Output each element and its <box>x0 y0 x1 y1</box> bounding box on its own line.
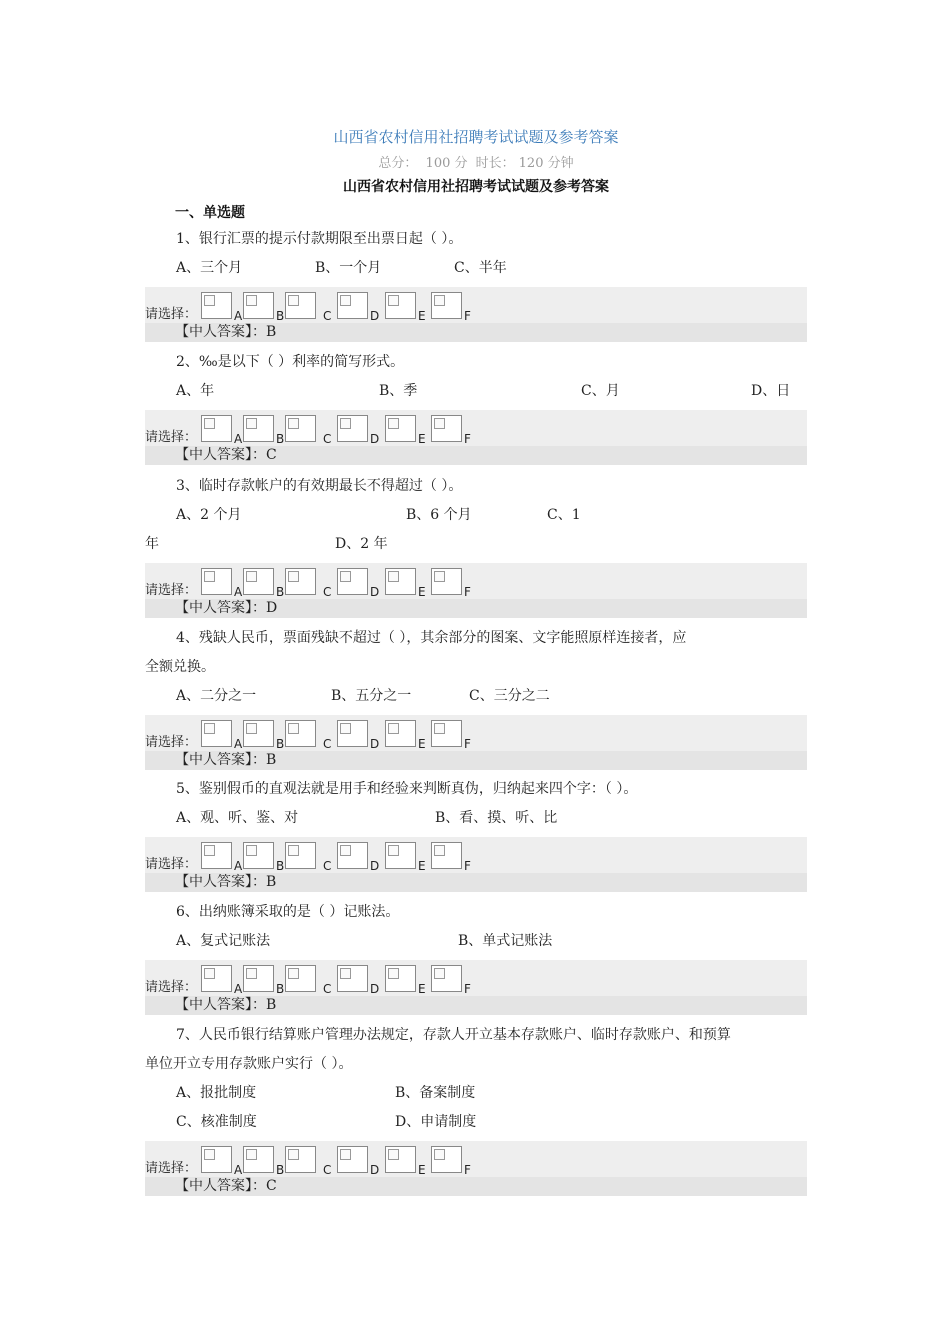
answer-value: B <box>266 752 277 768</box>
checkbox-f[interactable] <box>431 568 462 595</box>
checkbox-label-e: E <box>418 1163 426 1177</box>
checkbox-e[interactable] <box>385 1146 416 1173</box>
checkbox-label-a: A <box>234 309 243 323</box>
answer-selector <box>145 1141 807 1177</box>
answer-row <box>145 996 807 1015</box>
option-b: B、6 个月 <box>406 507 472 523</box>
option-c: C、核准制度 <box>176 1114 257 1130</box>
answer-label: 【中人答案】： <box>175 1178 266 1194</box>
checkbox-label-d: D <box>370 737 380 751</box>
checkbox-label-b: B <box>276 1163 285 1177</box>
question-stem: 6、出纳账簿采取的是（ ）记账法。 <box>176 904 400 920</box>
select-label: 请选择： <box>145 980 198 995</box>
checkbox-f[interactable] <box>431 842 462 869</box>
select-label: 请选择： <box>145 430 198 445</box>
option-a: A、2 个月 <box>176 507 242 523</box>
checkbox-label-a: A <box>234 859 243 873</box>
question-5 <box>145 779 807 892</box>
answer-value: C <box>266 447 277 463</box>
checkbox-c[interactable] <box>285 1146 316 1173</box>
checkbox-e[interactable] <box>385 568 416 595</box>
question-stem-cont: 全额兑换。 <box>145 659 215 675</box>
checkbox-a[interactable] <box>201 842 232 869</box>
exam-heading: 山西省农村信用社招聘考试试题及参考答案 <box>343 179 609 195</box>
answer-row <box>145 446 807 465</box>
checkbox-label-e: E <box>418 432 426 446</box>
checkbox-label-f: F <box>464 585 471 599</box>
answer-row <box>145 1177 807 1196</box>
option-a: A、报批制度 <box>176 1085 257 1101</box>
checkbox-label-b: B <box>276 859 285 873</box>
section-title: 一、单选题 <box>175 205 245 221</box>
checkbox-label-a: A <box>234 432 243 446</box>
checkbox-a[interactable] <box>201 965 232 992</box>
answer-label: 【中人答案】： <box>175 447 266 463</box>
total-label: 总分： <box>378 156 418 171</box>
checkbox-b[interactable] <box>243 965 274 992</box>
checkbox-label-f: F <box>464 737 471 751</box>
checkbox-label-c: C <box>323 309 332 323</box>
checkbox-b[interactable] <box>243 842 274 869</box>
checkbox-label-f: F <box>464 432 471 446</box>
select-label: 请选择： <box>145 307 198 322</box>
answer-selector <box>145 960 807 996</box>
checkbox-label-d: D <box>370 309 380 323</box>
checkbox-d[interactable] <box>337 965 368 992</box>
answer-value: B <box>266 874 277 890</box>
question-stem: 5、鉴别假币的直观法就是用手和经验来判断真伪，归纳起来四个字：（ ）。 <box>176 781 638 797</box>
option-row <box>145 931 807 960</box>
checkbox-label-a: A <box>234 982 243 996</box>
select-label: 请选择： <box>145 583 198 598</box>
total-value: 100 分 <box>425 156 468 171</box>
checkbox-label-a: A <box>234 585 243 599</box>
answer-row <box>145 599 807 618</box>
answer-row <box>145 873 807 892</box>
question-stem: 2、‰是以下（ ）利率的简写形式。 <box>176 354 405 370</box>
answer-selector <box>145 287 807 323</box>
option-b: B、一个月 <box>315 260 382 276</box>
option-row <box>145 1112 807 1141</box>
checkbox-label-c: C <box>323 432 332 446</box>
answer-value: B <box>266 324 277 340</box>
answer-label: 【中人答案】： <box>175 997 266 1013</box>
checkbox-f[interactable] <box>431 415 462 442</box>
option-row <box>145 534 807 563</box>
select-label: 请选择： <box>145 735 198 750</box>
checkbox-c[interactable] <box>285 292 316 319</box>
checkbox-f[interactable] <box>431 720 462 747</box>
time-value: 120 分钟 <box>518 156 574 171</box>
checkbox-b[interactable] <box>243 292 274 319</box>
answer-value: B <box>266 997 277 1013</box>
option-row <box>145 381 807 410</box>
checkbox-e[interactable] <box>385 720 416 747</box>
exam-meta <box>145 152 807 171</box>
question-7 <box>145 1025 807 1196</box>
option-d: D、日 <box>751 383 791 399</box>
checkbox-a[interactable] <box>201 720 232 747</box>
option-a: A、二分之一 <box>176 688 257 704</box>
checkbox-label-f: F <box>464 982 471 996</box>
option-b: B、单式记账法 <box>458 933 553 949</box>
checkbox-label-b: B <box>276 982 285 996</box>
option-row <box>145 686 807 715</box>
option-b: B、季 <box>379 383 418 399</box>
option-a: A、三个月 <box>176 260 243 276</box>
checkbox-label-d: D <box>370 432 380 446</box>
checkbox-a[interactable] <box>201 292 232 319</box>
checkbox-label-a: A <box>234 737 243 751</box>
answer-label: 【中人答案】： <box>175 600 266 616</box>
checkbox-label-e: E <box>418 585 426 599</box>
checkbox-label-c: C <box>323 585 332 599</box>
checkbox-d[interactable] <box>337 292 368 319</box>
checkbox-label-c: C <box>323 982 332 996</box>
question-stem: 3、临时存款帐户的有效期最长不得超过（ ）。 <box>176 478 463 494</box>
option-row <box>145 505 807 534</box>
option-a: A、年 <box>176 383 215 399</box>
option-c-cont: 年 <box>145 536 159 552</box>
checkbox-label-e: E <box>418 309 426 323</box>
question-stem-cont: 单位开立专用存款账户实行（ ）。 <box>145 1056 353 1072</box>
checkbox-a[interactable] <box>201 568 232 595</box>
checkbox-d[interactable] <box>337 568 368 595</box>
select-label: 请选择： <box>145 1161 198 1176</box>
checkbox-f[interactable] <box>431 292 462 319</box>
checkbox-c[interactable] <box>285 842 316 869</box>
checkbox-label-f: F <box>464 1163 471 1177</box>
checkbox-b[interactable] <box>243 415 274 442</box>
option-c: C、三分之二 <box>469 688 550 704</box>
option-row <box>145 1083 807 1112</box>
answer-selector <box>145 410 807 446</box>
answer-label: 【中人答案】： <box>175 752 266 768</box>
answer-row <box>145 751 807 770</box>
checkbox-b[interactable] <box>243 1146 274 1173</box>
checkbox-a[interactable] <box>201 415 232 442</box>
option-c: C、半年 <box>454 260 507 276</box>
answer-label: 【中人答案】： <box>175 874 266 890</box>
option-a: A、观、听、鉴、对 <box>176 810 299 826</box>
question-2 <box>145 352 807 465</box>
checkbox-d[interactable] <box>337 1146 368 1173</box>
answer-selector <box>145 837 807 873</box>
option-c: C、1 <box>547 507 581 523</box>
checkbox-c[interactable] <box>285 720 316 747</box>
checkbox-f[interactable] <box>431 1146 462 1173</box>
checkbox-c[interactable] <box>285 415 316 442</box>
question-1 <box>145 229 807 342</box>
checkbox-b[interactable] <box>243 568 274 595</box>
checkbox-a[interactable] <box>201 1146 232 1173</box>
answer-label: 【中人答案】： <box>175 324 266 340</box>
checkbox-label-b: B <box>276 432 285 446</box>
question-stem: 1、银行汇票的提示付款期限至出票日起（ ）。 <box>176 231 463 247</box>
answer-selector <box>145 563 807 599</box>
checkbox-label-a: A <box>234 1163 243 1177</box>
checkbox-e[interactable] <box>385 415 416 442</box>
checkbox-f[interactable] <box>431 965 462 992</box>
question-4 <box>145 628 807 770</box>
checkbox-e[interactable] <box>385 292 416 319</box>
checkbox-label-b: B <box>276 309 285 323</box>
checkbox-label-e: E <box>418 982 426 996</box>
checkbox-label-c: C <box>323 1163 332 1177</box>
checkbox-label-f: F <box>464 859 471 873</box>
checkbox-c[interactable] <box>285 965 316 992</box>
checkbox-label-d: D <box>370 982 380 996</box>
answer-selector <box>145 715 807 751</box>
checkbox-b[interactable] <box>243 720 274 747</box>
question-stem: 7、人民币银行结算账户管理办法规定，存款人开立基本存款账户、临时存款账户、和预算 <box>176 1027 731 1043</box>
answer-value: C <box>266 1178 277 1194</box>
option-c: C、月 <box>581 383 620 399</box>
checkbox-label-d: D <box>370 859 380 873</box>
question-stem: 4、残缺人民币，票面残缺不超过（ ），其余部分的图案、文字能照原样连接者，应 <box>176 630 687 646</box>
checkbox-label-c: C <box>323 737 332 751</box>
checkbox-label-e: E <box>418 737 426 751</box>
checkbox-c[interactable] <box>285 568 316 595</box>
checkbox-d[interactable] <box>337 720 368 747</box>
checkbox-label-e: E <box>418 859 426 873</box>
option-d: D、申请制度 <box>395 1114 477 1130</box>
option-a: A、复式记账法 <box>176 933 271 949</box>
option-d: D、2 年 <box>335 536 388 552</box>
checkbox-label-d: D <box>370 1163 380 1177</box>
document-title: 山西省农村信用社招聘考试试题及参考答案 <box>333 128 619 146</box>
option-b: B、看、摸、听、比 <box>435 810 558 826</box>
answer-row <box>145 323 807 342</box>
checkbox-e[interactable] <box>385 842 416 869</box>
option-b: B、备案制度 <box>395 1085 476 1101</box>
checkbox-label-f: F <box>464 309 471 323</box>
option-row <box>145 808 807 837</box>
option-row <box>145 258 807 287</box>
checkbox-label-c: C <box>323 859 332 873</box>
time-label: 时长： <box>475 156 515 171</box>
checkbox-label-d: D <box>370 585 380 599</box>
option-b: B、五分之一 <box>331 688 412 704</box>
select-label: 请选择： <box>145 857 198 872</box>
checkbox-label-b: B <box>276 585 285 599</box>
answer-value: D <box>266 600 278 616</box>
question-3 <box>145 476 807 618</box>
checkbox-d[interactable] <box>337 415 368 442</box>
checkbox-d[interactable] <box>337 842 368 869</box>
checkbox-label-b: B <box>276 737 285 751</box>
question-6 <box>145 902 807 1015</box>
checkbox-e[interactable] <box>385 965 416 992</box>
